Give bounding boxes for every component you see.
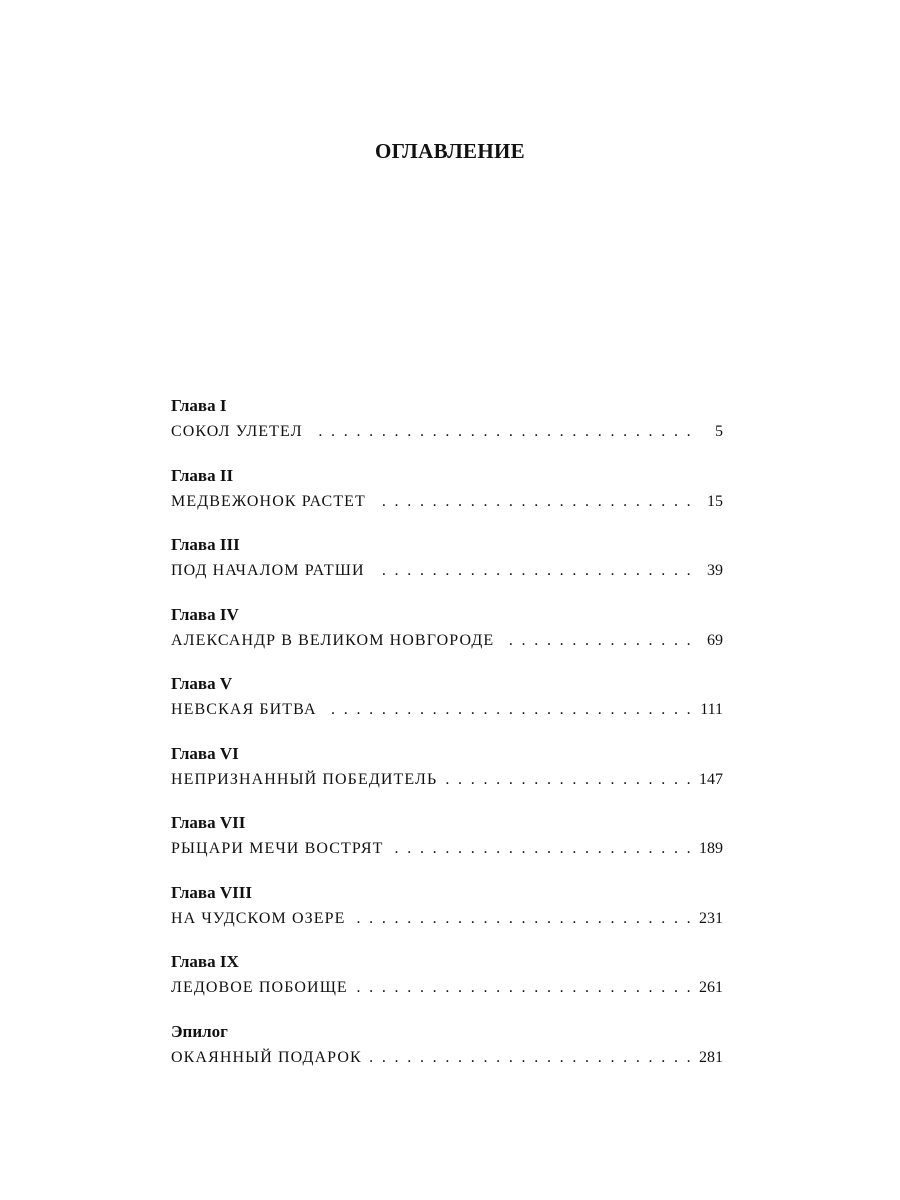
page-number: 147 xyxy=(699,770,723,788)
chapter-label: Глава V xyxy=(171,674,233,693)
toc-entry-5 xyxy=(171,672,723,742)
chapter-title: ПОД НАЧАЛОМ РАТШИ xyxy=(171,562,365,579)
page-number: 69 xyxy=(707,631,723,649)
dot-leader xyxy=(325,698,693,722)
chapter-label: Глава I xyxy=(171,396,227,415)
dot-leader xyxy=(356,976,693,1000)
dot-leader xyxy=(311,420,693,444)
toc-line[interactable] xyxy=(171,559,723,583)
toc-entry-4 xyxy=(171,603,723,673)
chapter-title: МЕДВЕЖОНОК РАСТЕТ xyxy=(171,492,366,510)
chapter-label: Эпилог xyxy=(171,1021,228,1041)
dot-leader xyxy=(502,629,693,653)
toc-line[interactable] xyxy=(171,1046,723,1070)
chapter-title: НЕВСКАЯ БИТВА xyxy=(171,701,317,718)
page-number: 39 xyxy=(707,562,723,579)
toc-entry-2 xyxy=(171,464,723,534)
page-number: 189 xyxy=(699,840,723,857)
toc-entry-1 xyxy=(171,394,723,464)
toc-line[interactable] xyxy=(171,837,723,861)
dot-leader xyxy=(370,1046,693,1070)
toc-line[interactable] xyxy=(171,768,723,792)
dot-leader xyxy=(445,768,693,792)
chapter-label: Глава II xyxy=(171,465,234,485)
chapter-title: ЛЕДОВОЕ ПОБОИЩЕ xyxy=(171,979,348,996)
toc-line[interactable] xyxy=(171,698,723,722)
dot-leader xyxy=(374,490,693,514)
chapter-label: Глава VII xyxy=(171,813,246,832)
toc-line[interactable] xyxy=(171,907,723,931)
toc-entry-9 xyxy=(171,950,723,1020)
page-number: 111 xyxy=(700,701,723,718)
page-number: 231 xyxy=(699,909,723,927)
toc-line[interactable] xyxy=(171,490,723,514)
chapter-title: НЕПРИЗНАННЫЙ ПОБЕДИТЕЛЬ xyxy=(171,770,438,788)
toc-line[interactable] xyxy=(171,976,723,1000)
chapter-label: Глава IV xyxy=(171,604,239,624)
toc-line[interactable] xyxy=(171,420,723,444)
page-number: 261 xyxy=(699,979,723,996)
chapter-label: Глава IX xyxy=(171,952,239,971)
toc-entry-6 xyxy=(171,742,723,812)
dot-leader xyxy=(391,837,693,861)
dot-leader xyxy=(373,559,693,583)
table-of-contents xyxy=(171,394,723,1089)
page-number: 281 xyxy=(699,1048,723,1066)
chapter-title: НА ЧУДСКОМ ОЗЕРЕ xyxy=(171,909,346,927)
chapter-label: Глава III xyxy=(171,535,240,554)
chapter-title: СОКОЛ УЛЕТЕЛ xyxy=(171,423,303,440)
toc-entry-10 xyxy=(171,1020,723,1090)
page-number: 5 xyxy=(715,423,723,440)
page-number: 15 xyxy=(707,492,723,510)
page-title: ОГЛАВЛЕНИЕ xyxy=(375,139,525,163)
toc-entry-8 xyxy=(171,881,723,951)
toc-entry-3 xyxy=(171,533,723,603)
chapter-label: Глава VIII xyxy=(171,882,252,902)
toc-entry-7 xyxy=(171,811,723,881)
chapter-title: ОКАЯННЫЙ ПОДАРОК xyxy=(171,1048,362,1066)
chapter-title: АЛЕКСАНДР В ВЕЛИКОМ НОВГОРОДЕ xyxy=(171,631,495,649)
chapter-label: Глава VI xyxy=(171,743,239,763)
dot-leader xyxy=(353,907,693,931)
chapter-title: РЫЦАРИ МЕЧИ ВОСТРЯТ xyxy=(171,840,384,857)
toc-line[interactable] xyxy=(171,629,723,653)
